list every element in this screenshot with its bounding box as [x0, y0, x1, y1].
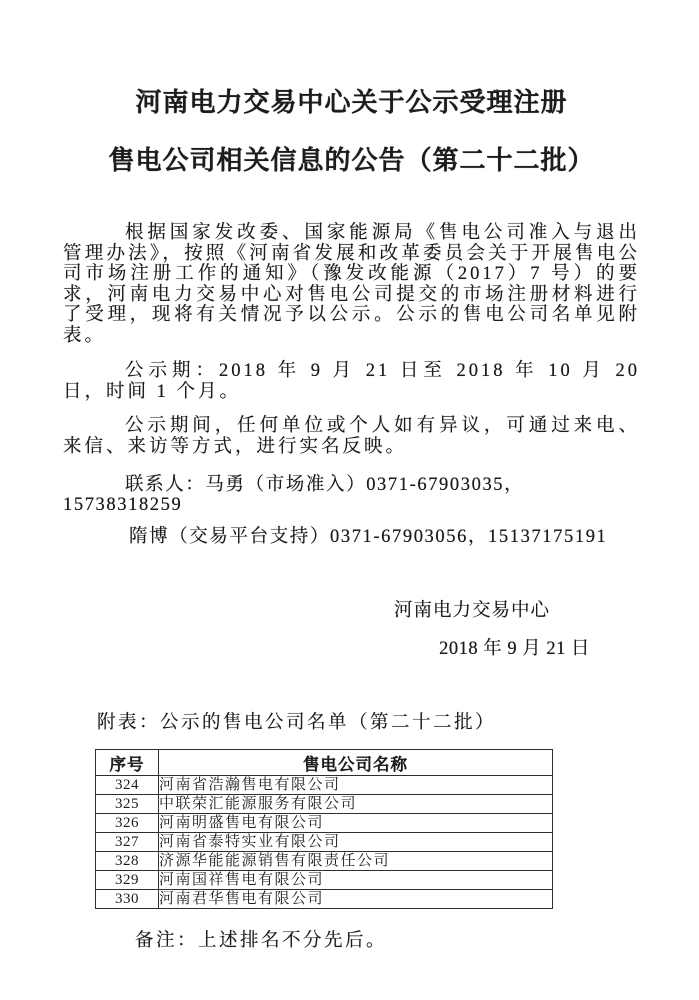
serial-cell: 326: [96, 814, 159, 833]
table-row: [96, 776, 553, 795]
company-name-cell: 河南国祥售电有限公司: [159, 871, 553, 890]
serial-cell: 330: [96, 890, 159, 909]
paragraph-public-period: 公示期：2018 年 9 月 21 日至 2018 年 10 月 20 日，时间 1 个月。: [63, 361, 640, 402]
table-header-row: [96, 750, 553, 776]
company-name-cell: 中联荣汇能源服务有限公司: [159, 795, 553, 814]
company-name-cell: 河南省浩瀚售电有限公司: [159, 776, 553, 795]
company-name-cell: 河南省泰特实业有限公司: [159, 833, 553, 852]
issuer-name: 河南电力交易中心: [393, 601, 550, 621]
column-header-company-name: 售电公司名称: [159, 750, 553, 776]
table-row: [96, 795, 553, 814]
column-header-serial: 序号: [96, 750, 159, 776]
table-row: [96, 852, 553, 871]
contact-line-market-access: 联系人：马勇（市场准入）0371-67903035，15738318259: [63, 475, 525, 515]
serial-cell: 329: [96, 871, 159, 890]
company-name-cell: 济源华能能源销售有限责任公司: [159, 852, 553, 871]
table-row: [96, 814, 553, 833]
company-name-cell: 河南明盛售电有限公司: [159, 814, 553, 833]
remark-note: 备注：上述排名不分先后。: [135, 931, 388, 951]
serial-cell: 324: [96, 776, 159, 795]
serial-cell: 328: [96, 852, 159, 871]
document-title-line2: 售电公司相关信息的公告（第二十二批）: [108, 146, 595, 175]
attachment-caption: 附表：公示的售电公司名单（第二十二批）: [97, 713, 497, 733]
paragraph-basis: 根据国家发改委、国家能源局《售电公司准入与退出管理办法》，按照《河南省发展和改革委员会关于开展售电公司市场注册工作的通知》（豫发改能源（2017）7 号）的要求，河南电力交易中心对售电公司提交的市场注册材料进行了受理，现将有关情况予以公示。公示的售电公司名单见附表。: [63, 223, 640, 346]
document-title-line1: 河南电力交易中心关于公示受理注册: [135, 88, 568, 117]
table-row: [96, 871, 553, 890]
issue-date: 2018 年 9 月 21 日: [439, 639, 590, 659]
serial-cell: 325: [96, 795, 159, 814]
serial-cell: 327: [96, 833, 159, 852]
company-list-table: [95, 749, 553, 909]
paragraph-objection-channels: 公示期间，任何单位或个人如有异议，可通过来电、来信、来访等方式，进行实名反映。: [63, 416, 640, 457]
company-name-cell: 河南君华售电有限公司: [159, 890, 553, 909]
table-row: [96, 890, 553, 909]
table-row: [96, 833, 553, 852]
contact-line-platform-support: 隋博（交易平台支持）0371-67903056，15137175191: [129, 527, 608, 547]
